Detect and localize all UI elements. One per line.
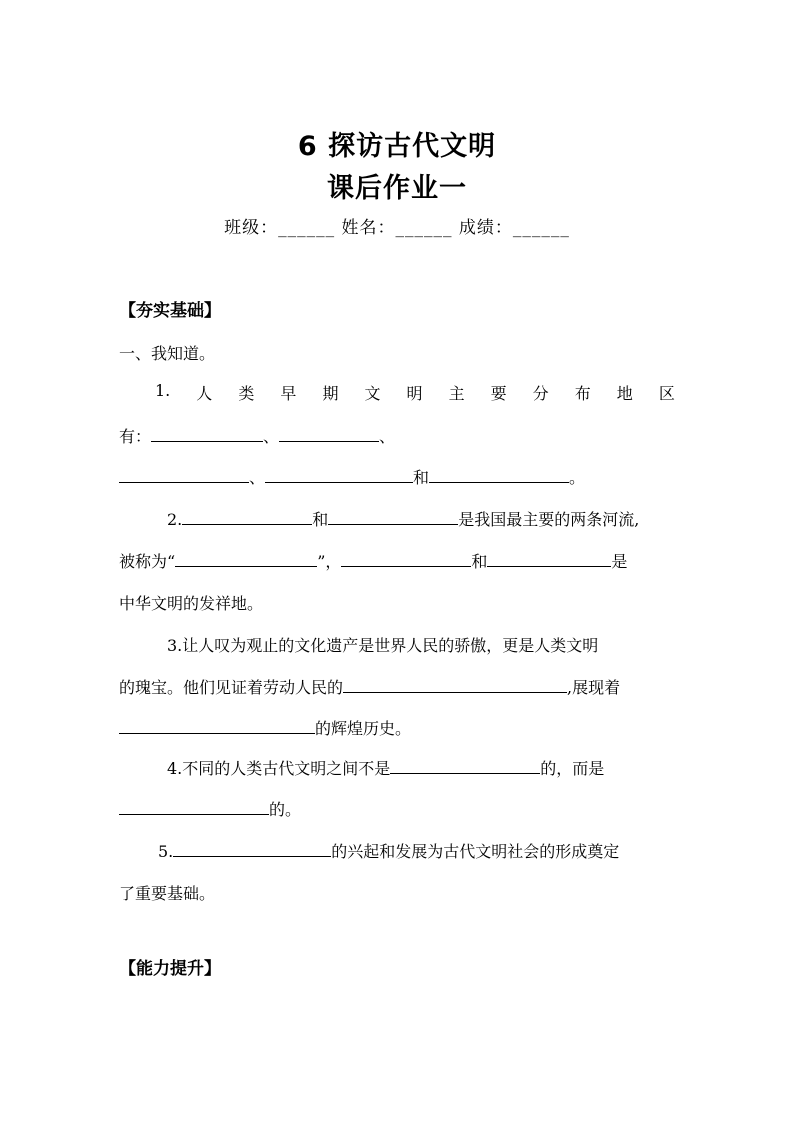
q2-num: 2. bbox=[167, 510, 183, 529]
q1-char: 地 bbox=[616, 384, 633, 403]
score-blank: ______ bbox=[512, 218, 570, 238]
section-heading-basics: 【夯实基础】 bbox=[119, 301, 221, 321]
question-3-line2 bbox=[119, 675, 620, 698]
q4-prefix: 4.不同的人类古代文明之间不是 bbox=[167, 759, 391, 778]
q1-char: 布 bbox=[574, 384, 591, 403]
score-label: 成绩： bbox=[458, 218, 513, 238]
question-1-line1 bbox=[155, 381, 675, 404]
q3-prefix: 的瑰宝。他们见证着劳动人民的 bbox=[119, 678, 344, 697]
q1-char: 要 bbox=[490, 384, 507, 403]
name-blank: ______ bbox=[395, 218, 453, 238]
q2-and: 和 bbox=[471, 552, 488, 571]
q5-num: 5. bbox=[158, 842, 174, 861]
q2-blank-4[interactable] bbox=[341, 549, 471, 567]
q2-and: 和 bbox=[312, 510, 329, 529]
q2-blank-1[interactable] bbox=[182, 507, 312, 525]
class-label: 班级： bbox=[224, 218, 279, 238]
q5-blank-1[interactable] bbox=[173, 839, 331, 857]
q2-blank-2[interactable] bbox=[328, 507, 458, 525]
question-1-line2 bbox=[119, 424, 395, 447]
q1-char: 明 bbox=[406, 384, 423, 403]
q1-sep: 、 bbox=[263, 427, 280, 446]
q1-char: 文 bbox=[364, 384, 381, 403]
question-3-line3 bbox=[119, 716, 411, 739]
q1-char: 分 bbox=[532, 384, 549, 403]
q1-char: 人 bbox=[196, 384, 213, 403]
class-blank: ______ bbox=[278, 218, 336, 238]
q1-char: 早 bbox=[280, 384, 297, 403]
q2-tail1: 是我国最主要的两条河流, bbox=[458, 510, 640, 529]
q2-blank-5[interactable] bbox=[487, 549, 611, 567]
q1-sep: 、 bbox=[379, 427, 396, 446]
q1-blank-5[interactable] bbox=[429, 465, 569, 483]
q3-blank-1[interactable] bbox=[343, 675, 567, 693]
question-4-line2 bbox=[119, 797, 301, 820]
q1-blank-2[interactable] bbox=[279, 424, 379, 442]
q1-end: 。 bbox=[569, 468, 586, 487]
q2-called-prefix: 被称为“ bbox=[119, 552, 176, 571]
q4-blank-1[interactable] bbox=[390, 756, 540, 774]
q1-sep: 、 bbox=[249, 468, 266, 487]
q1-cont: 有： bbox=[119, 427, 152, 446]
q3-suffix: ,展现着 bbox=[567, 678, 621, 697]
q1-blank-4[interactable] bbox=[265, 465, 413, 483]
question-2-line2 bbox=[119, 549, 627, 572]
q4-suffix: 的，而是 bbox=[540, 759, 605, 778]
question-5-line1 bbox=[158, 839, 619, 862]
q1-and: 和 bbox=[413, 468, 430, 487]
page-title: 6 探访古代文明 bbox=[297, 131, 497, 162]
question-2-line1 bbox=[167, 507, 639, 530]
question-1-line3 bbox=[119, 465, 585, 488]
question-3-line1: 3.让人叹为观止的文化遗产是世界人民的骄傲，更是人类文明 bbox=[167, 636, 599, 655]
q1-char: 类 bbox=[238, 384, 255, 403]
page-subtitle: 课后作业一 bbox=[327, 173, 467, 204]
q2-called-suffix: ”， bbox=[317, 552, 342, 571]
section-heading-advanced: 【能力提升】 bbox=[119, 959, 221, 979]
name-label: 姓名： bbox=[341, 218, 396, 238]
question-5-line2: 了重要基础。 bbox=[119, 884, 216, 903]
q3-blank-2[interactable] bbox=[119, 716, 315, 734]
student-info-line bbox=[0, 213, 794, 238]
q1-blank-3[interactable] bbox=[119, 465, 249, 483]
q1-char: 区 bbox=[658, 384, 675, 403]
part-title: 一、我知道。 bbox=[119, 344, 216, 363]
question-2-line3: 中华文明的发祥地。 bbox=[119, 594, 264, 613]
q1-char: 期 bbox=[322, 384, 339, 403]
q4-blank-2[interactable] bbox=[119, 797, 269, 815]
q1-blank-1[interactable] bbox=[151, 424, 263, 442]
q3-line3-suffix: 的辉煌历史。 bbox=[315, 719, 412, 738]
q2-tail2: 是 bbox=[611, 552, 628, 571]
q4-line2-suffix: 的。 bbox=[269, 800, 302, 819]
question-4-line1 bbox=[167, 756, 604, 779]
q5-suffix: 的兴起和发展为古代文明社会的形成奠定 bbox=[331, 842, 620, 861]
q1-char: 主 bbox=[448, 384, 465, 403]
q2-blank-3[interactable] bbox=[175, 549, 317, 567]
q1-char: 1. bbox=[155, 381, 171, 400]
